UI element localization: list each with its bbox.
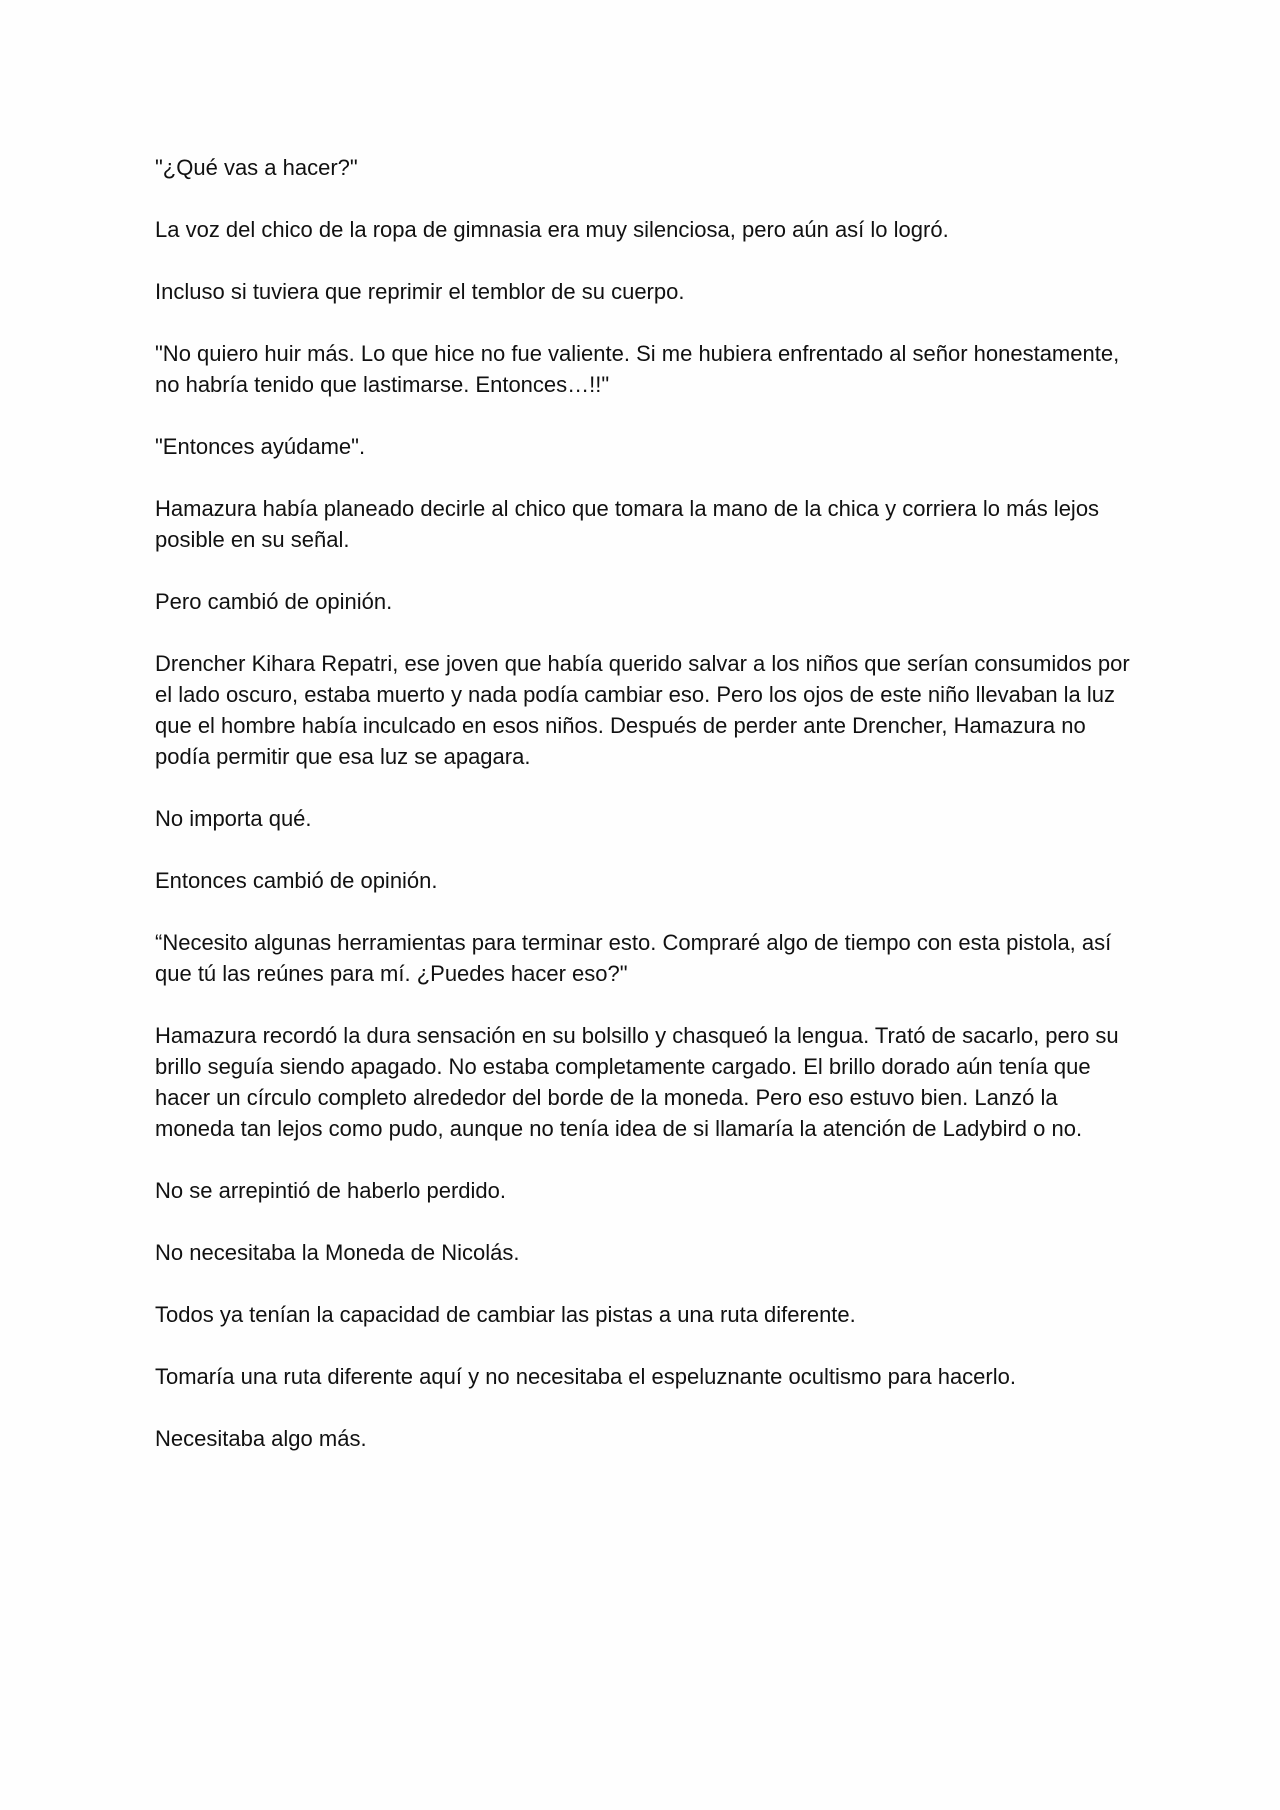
paragraph: Todos ya tenían la capacidad de cambiar las pistas a una ruta diferente. bbox=[155, 1302, 856, 1327]
paragraph: “Necesito algunas herramientas para terminar esto. Compraré algo de tiempo con esta pistola, así que tú las reúnes para mí. ¿Puedes hacer eso?" bbox=[155, 930, 1112, 986]
paragraph: Pero cambió de opinión. bbox=[155, 589, 393, 614]
paragraph: No importa qué. bbox=[155, 806, 312, 831]
paragraph: Hamazura recordó la dura sensación en su bolsillo y chasqueó la lengua. Trató de sacarlo, pero su brillo seguía siendo apagado. No estaba completamente cargado. El brillo dorado aún tenía que hacer un círculo completo alrededor del borde de la moneda. Pero eso estuvo bien. Lanzó la moneda tan lejos como pudo, aunque no tenía idea de si llamaría la atención de Ladybird o no. bbox=[155, 1023, 1119, 1141]
paragraph: La voz del chico de la ropa de gimnasia era muy silenciosa, pero aún así lo logró. bbox=[155, 217, 949, 242]
paragraph: Entonces cambió de opinión. bbox=[155, 868, 438, 893]
paragraph: No necesitaba la Moneda de Nicolás. bbox=[155, 1240, 520, 1265]
paragraph: Hamazura había planeado decirle al chico que tomara la mano de la chica y corriera lo más lejos posible en su señal. bbox=[155, 496, 1100, 552]
paragraph: "No quiero huir más. Lo que hice no fue valiente. Si me hubiera enfrentado al señor honestamente, no habría tenido que lastimarse. Entonces…!!" bbox=[155, 341, 1120, 397]
paragraph: No se arrepintió de haberlo perdido. bbox=[155, 1178, 507, 1203]
paragraph: "Entonces ayúdame". bbox=[155, 434, 366, 459]
paragraph: Drencher Kihara Repatri, ese joven que había querido salvar a los niños que serían consumidos por el lado oscuro, estaba muerto y nada podía cambiar eso. Pero los ojos de este niño llevaban la luz que el hombre había inculcado en esos niños. Después de perder ante Drencher, Hamazura no podía permitir que esa luz se apagara. bbox=[155, 651, 1130, 769]
paragraph: Necesitaba algo más. bbox=[155, 1426, 367, 1451]
paragraph: Incluso si tuviera que reprimir el temblor de su cuerpo. bbox=[155, 279, 685, 304]
paragraph: Tomaría una ruta diferente aquí y no necesitaba el espeluznante ocultismo para hacerlo. bbox=[155, 1364, 1016, 1389]
paragraph: "¿Qué vas a hacer?" bbox=[155, 155, 358, 180]
document-body bbox=[155, 152, 1130, 1485]
